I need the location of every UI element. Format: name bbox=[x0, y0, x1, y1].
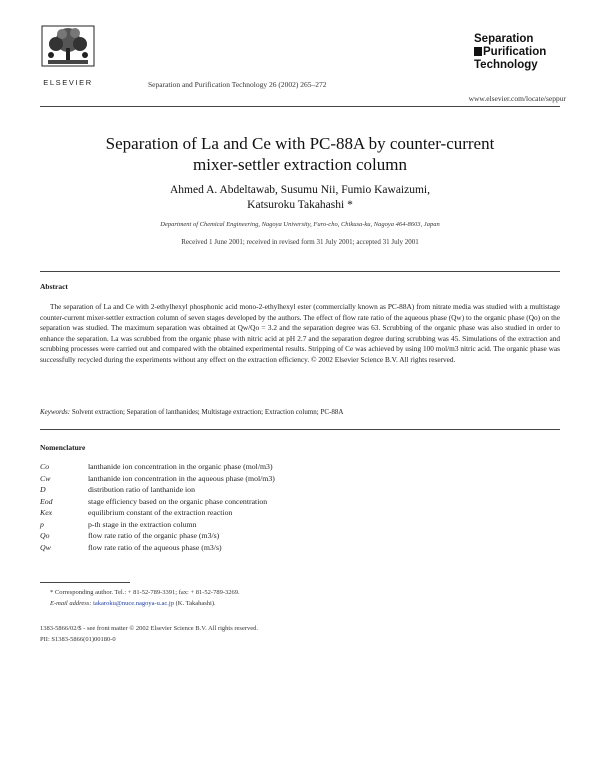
authors-line-1: Ahmed A. Abdeltawab, Susumu Nii, Fumio Kawaizumi, bbox=[169, 184, 430, 196]
nomenclature-definition: lanthanide ion concentration in the aqueous phase (mol/m3) bbox=[88, 473, 275, 483]
received-dates: Received 1 June 2001; received in revised form 31 July 2001; accepted 31 July 2001 bbox=[181, 238, 419, 246]
nomenclature-item bbox=[40, 519, 460, 531]
email-label: E-mail address: bbox=[50, 600, 92, 607]
title-line-1: Separation of La and Ce with PC-88A by counter-current bbox=[105, 134, 495, 153]
nomenclature-symbol: D bbox=[40, 485, 46, 494]
article-title bbox=[40, 133, 560, 175]
nomenclature-symbol: Kex bbox=[40, 508, 53, 517]
publisher-name: ELSEVIER bbox=[43, 78, 93, 87]
abstract-heading: Abstract bbox=[40, 282, 68, 291]
nomenclature-definition: flow rate ratio of the organic phase (m3/s) bbox=[88, 531, 220, 540]
journal-url[interactable]: www.elsevier.com/locate/seppur bbox=[468, 94, 566, 103]
email-link[interactable]: takaroku@nuce.nagoya-u.ac.jp bbox=[93, 600, 174, 607]
abstract-bottom-divider bbox=[40, 429, 560, 430]
nomenclature-item bbox=[40, 484, 460, 496]
nomenclature-symbol: Qw bbox=[40, 542, 51, 552]
keywords bbox=[40, 408, 560, 416]
abstract-body: The separation of La and Ce with 2-ethylhexyl phosphonic acid mono-2-ethylhexyl ester (commercially known as PC-88A) from nitrate media was studied with a multistage counter-current mixer-settler extraction column of seven stages developed by the authors. The effect of flow rate ratio of the aqueous phase (Qw) to the organic phase (Qo) on the separation was studied. The maximum separation was obtained at Qw/Qo = 3.2 and the separation degree was 63. Scrubbing of the organic phase was also studied in order to enhance the separation. La was scrubbed from the organic phase with nitric acid at pH 2.7 and the separation degree during scrubbing was 45. Simulations of the extraction and scrubbing processes were carried out and compared with the obtained experimental results. Stripping of Ce was achieved by using 100 mol/m3 nitric acid. The organic phase was successfully recycled during the experiments without any effect on the extraction efficiency. © 2002 Elsevier Science B.V. All rights reserved. bbox=[40, 302, 560, 364]
nomenclature-definition: equilibrium constant of the extraction reaction bbox=[88, 508, 233, 517]
corresponding-author-note: * Corresponding author. Tel.: + 81-52-789-3391; fax: + 81-52-789-3269. bbox=[50, 589, 240, 596]
journal-logo-mark-icon bbox=[474, 47, 482, 56]
journal-citation: Separation and Purification Technology 26 (2002) 265–272 bbox=[148, 80, 327, 89]
nomenclature-symbol: p bbox=[40, 519, 44, 529]
nomenclature-definition: flow rate ratio of the aqueous phase (m3/s) bbox=[88, 542, 222, 552]
nomenclature-list bbox=[40, 461, 460, 553]
pii-line: PII: S1383-5866(01)00180-0 bbox=[40, 636, 116, 643]
nomenclature-heading: Nomenclature bbox=[40, 443, 86, 452]
nomenclature-item bbox=[40, 496, 460, 508]
nomenclature-definition: p-th stage in the extraction column bbox=[88, 519, 197, 529]
nomenclature-item bbox=[40, 530, 460, 542]
footnote-divider bbox=[40, 582, 130, 583]
journal-logo-line2: Purification bbox=[483, 46, 547, 58]
affiliation: Department of Chemical Engineering, Nagoya University, Furo-cho, Chikusa-ku, Nagoya 464-8603, Japan bbox=[160, 221, 440, 228]
keywords-text: Solvent extraction; Separation of lanthanides; Multistage extraction; Extraction column; PC-88A bbox=[71, 408, 344, 416]
header-divider bbox=[40, 106, 560, 107]
nomenclature-symbol: Qo bbox=[40, 531, 50, 540]
nomenclature-symbol: Cw bbox=[40, 473, 51, 483]
nomenclature-definition: lanthanide ion concentration in the organic phase (mol/m3) bbox=[88, 462, 273, 471]
copyright-line: 1383-5866/02/$ - see front matter © 2002 Elsevier Science B.V. All rights reserved. bbox=[40, 625, 259, 632]
nomenclature-definition: distribution ratio of lanthanide ion bbox=[88, 485, 195, 494]
nomenclature-definition: stage efficiency based on the organic phase concentration bbox=[88, 496, 268, 506]
nomenclature-item bbox=[40, 461, 460, 473]
nomenclature-symbol: Co bbox=[40, 462, 50, 471]
elsevier-tree-icon bbox=[38, 22, 98, 74]
abstract-top-divider bbox=[40, 271, 560, 272]
journal-logo-line1: Separation bbox=[474, 33, 534, 45]
keywords-label: Keywords: bbox=[40, 408, 71, 416]
journal-logo-line3: Technology bbox=[474, 59, 538, 71]
publisher-logo bbox=[38, 22, 98, 90]
nomenclature-item bbox=[40, 507, 460, 519]
email-suffix: (K. Takahashi). bbox=[175, 600, 216, 607]
author-list bbox=[40, 183, 560, 213]
journal-logo bbox=[474, 33, 562, 72]
title-line-2: mixer-settler extraction column bbox=[193, 155, 407, 174]
nomenclature-item bbox=[40, 473, 460, 485]
authors-line-2: Katsuroku Takahashi * bbox=[247, 199, 353, 211]
nomenclature-symbol: Eod bbox=[40, 496, 53, 506]
email-note bbox=[50, 600, 216, 607]
nomenclature-item bbox=[40, 542, 460, 554]
